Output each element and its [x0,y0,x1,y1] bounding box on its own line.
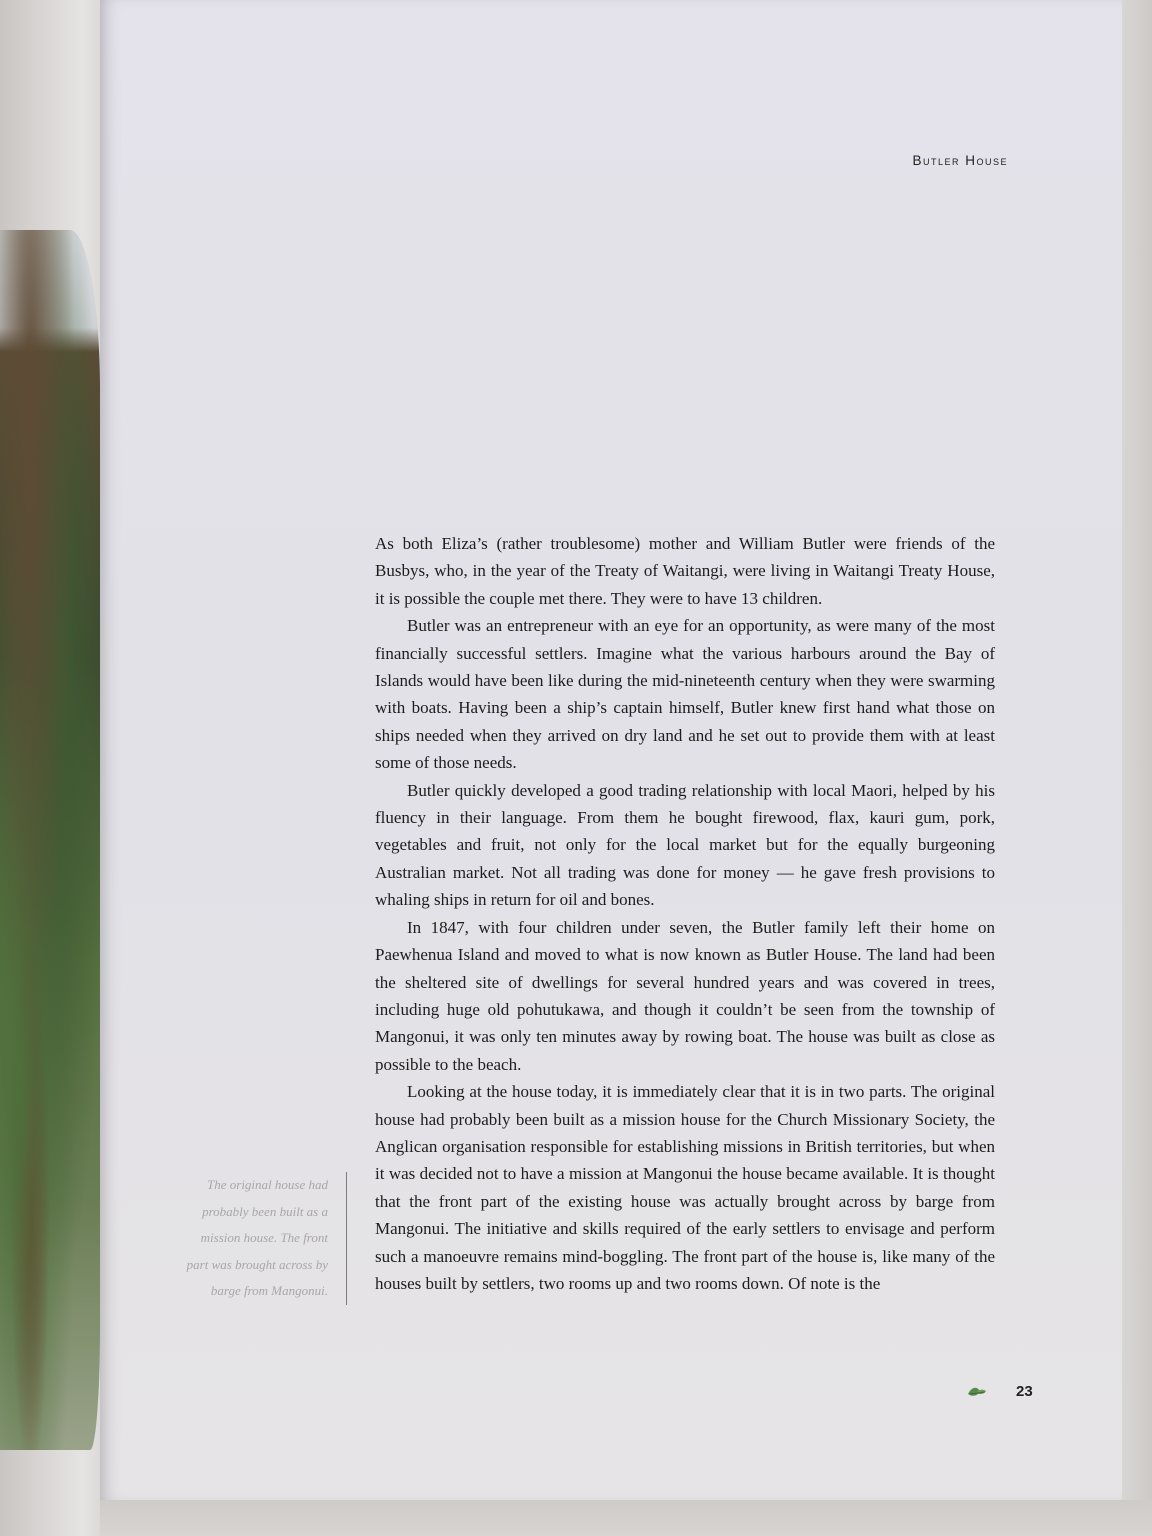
garden-photo [0,230,100,1450]
right-background [1122,0,1152,1536]
running-header: Butler House [912,153,1008,168]
page-number: 23 [1016,1383,1033,1400]
bottom-background [100,1500,1152,1536]
paragraph: Butler was an entrepreneur with an eye for an opportunity, as were many of the most financially successful settlers. Imagine what the various harbours around the Bay of Islands would have been like during the mid-nineteenth century when they were swarming with boats. Having been a ship’s captain himself, Butler knew first hand what those on ships needed when they arrived on dry land and he set out to provide them with at least some of those needs. [375,616,995,773]
body-text [375,530,995,1297]
photo-caption: The original house had probably been built as a mission house. The front part was brought across by barge from Mangonui. [178,1172,347,1305]
paragraph: Looking at the house today, it is immediately clear that it is in two parts. The original house had probably been built as a mission house for the Church Missionary Society, the Anglican organisation responsible for establishing missions in British territories, but when it was decided not to have a mission at Mangonui the house became available. It is thought that the front part of the existing house was actually brought across by barge from Mangonui. The initiative and skills required of the early settlers to envisage and perform such a manoeuvre remains mind-boggling. The front part of the house is, like many of the houses built by settlers, two rooms up and two rooms down. Of note is the [375,1082,995,1293]
leaf-icon [966,1384,988,1400]
paragraph: As both Eliza’s (rather troublesome) mother and William Butler were friends of the Busbys, who, in the year of the Treaty of Waitangi, were living in Waitangi Treaty House, it is possible the couple met there. They were to have 13 children. [375,534,995,608]
paragraph: In 1847, with four children under seven, the Butler family left their home on Paewhenua Island and moved to what is now known as Butler House. The land had been the sheltered site of dwellings for several hundred years and was covered in trees, including huge old pohutukawa, and though it couldn’t be seen from the township of Mangonui, it was only ten minutes away by rowing boat. The house was built as close as possible to the beach. [375,917,995,1074]
paragraph: Butler quickly developed a good trading relationship with local Maori, helped by his fluency in their language. From them he bought firewood, flax, kauri gum, pork, vegetables and fruit, not only for the local market but for the equally burgeoning Australian market. Not all trading was done for money — he gave fresh provisions to whaling ships in return for oil and bones. [375,780,995,910]
